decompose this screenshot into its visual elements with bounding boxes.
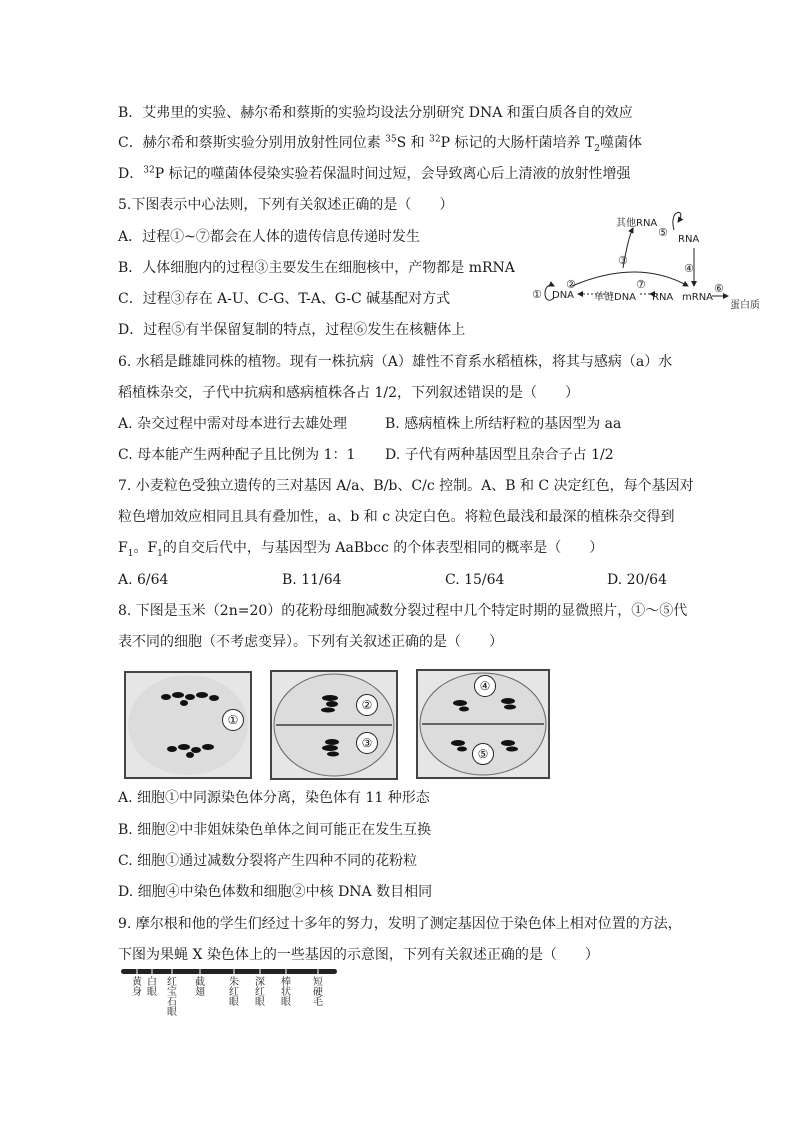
q5-option-b: B．人体细胞内的过程③主要发生在细胞核中，产物都是 mRNA (118, 260, 515, 276)
q5-option-d: D．过程⑤有半保留复制的特点，过程⑥发生在核糖体上 (118, 322, 466, 338)
q5-option-c: C．过程③存在 A-U、C-G、T-A、G-C 碱基配对方式 (118, 291, 451, 307)
q6-option-c: C. 母本能产生两种配子且比例为 1：1 (118, 447, 356, 463)
q6-option-d: D. 子代有两种基因型且杂合子占 1/2 (385, 447, 614, 463)
q8-option-a: A. 细胞①中同源染色体分离，染色体有 11 种形态 (118, 790, 430, 806)
cell-2-label: ② (356, 694, 378, 716)
q4-option-c: C．赫尔希和蔡斯实验分别用放射性同位素 $^{35}$S 和 $^{32}$P 标记的大肠杆菌培养 $T_2$噬菌体 (118, 134, 642, 154)
rna-label: RNA (678, 234, 700, 245)
q5-stem: 5.下图表示中心法则，下列有关叙述正确的是（ ） (118, 197, 454, 213)
micrograph-cells-2-3 (270, 670, 398, 780)
cell-1-label: ① (222, 709, 244, 731)
n6-label: ⑥ (714, 282, 724, 295)
central-dogma-diagram (528, 208, 764, 320)
q9-stem-1: 9. 摩尔根和他的学生们经过十多年的努力，发明了测定基因位于染色体上相对位置的方法， (118, 916, 682, 932)
q4-option-d: D．$^{32}$P 标记的噬菌体侵染实验若保温时间过短，会导致离心后上清液的放射性增强 (118, 165, 631, 182)
rna2-label: RNA (652, 292, 674, 303)
cell-5-label: ⑤ (472, 743, 494, 765)
gene-cut-wing: 截翅 (195, 977, 205, 998)
gene-vermilion-eye: 朱红眼 (229, 977, 239, 1008)
cell-3-label: ③ (356, 732, 378, 754)
n3-label: ③ (618, 254, 628, 267)
q7-option-c: C. 15/64 (445, 572, 505, 588)
gene-yellow-body: 黄身 (132, 977, 142, 998)
q7-stem-3: $F_1$。$F_1$的自交后代中，与基因型为 AaBbcc 的个体表型相同的概率是（ ） (118, 540, 604, 559)
x-chromosome-bar (120, 968, 340, 976)
ss-dna-label: 单链DNA (594, 292, 637, 303)
q7-option-a: A. 6/64 (118, 572, 169, 588)
q7-option-d: D. 20/64 (607, 572, 667, 588)
q6-stem-1: 6. 水稻是雌雄同株的植物。现有一株抗病（A）雄性不育系水稻植株，将其与感病（a）水 (118, 354, 673, 370)
q8-option-d: D. 细胞④中染色体数和细胞②中核 DNA 数目相同 (118, 884, 433, 900)
micrograph-cell-1 (124, 671, 252, 779)
q6-option-b: B. 感病植株上所结籽粒的基因型为 aa (385, 416, 622, 432)
cell-4-label: ④ (474, 675, 496, 697)
q8-stem-2: 表不同的细胞（不考虑变异）。下列有关叙述正确的是（ ） (118, 634, 503, 650)
gene-ruby-eye: 红宝石眼 (167, 977, 177, 1018)
q8-option-c: C. 细胞①通过减数分裂将产生四种不同的花粉粒 (118, 853, 418, 869)
other-rna-label: 其他RNA (616, 218, 658, 229)
q7-stem-1: 7. 小麦粒色受独立遗传的三对基因 A/a、B/b、C/c 控制。A、B 和 C 决定红色，每个基因对 (118, 478, 694, 494)
q6-option-a: A. 杂交过程中需对母本进行去雄处理 (118, 416, 348, 432)
n4-label: ④ (684, 262, 694, 275)
gene-bar-eye: 棒状眼 (281, 977, 291, 1008)
n2-label: ② (566, 278, 576, 291)
gene-carmine-eye: 深红眼 (255, 977, 265, 1008)
q5-option-a: A．过程①~⑦都会在人体的遗传信息传递时发生 (118, 229, 420, 245)
n7-label: ⑦ (636, 278, 646, 291)
mrna-label: mRNA (682, 292, 714, 303)
q8-option-b: B. 细胞②中非姐妹染色单体之间可能正在发生互换 (118, 822, 432, 838)
gene-short-bristle: 短硬毛 (313, 977, 323, 1008)
chromosomes-2-3 (272, 672, 396, 778)
q8-stem-1: 8. 下图是玉米（2n=20）的花粉母细胞减数分裂过程中几个特定时期的显微照片，①～⑤代 (118, 603, 688, 619)
q7-stem-2: 粒色增加效应相同且具有叠加性，a、b 和 c 决定白色。将粒色最浅和最深的植株杂交得到 (118, 509, 675, 525)
protein-label: 蛋白质 (730, 300, 760, 311)
n1-label: ① (532, 288, 542, 301)
q9-stem-2: 下图为果蝇 X 染色体上的一些基因的示意图，下列有关叙述正确的是（ ） (118, 947, 599, 963)
dna-label: DNA (552, 290, 575, 301)
micrograph-cells-4-5 (416, 669, 550, 779)
q6-stem-2: 稻植株杂交，子代中抗病和感病植株各占 1/2，下列叙述错误的是（ ） (118, 385, 579, 401)
gene-white-eye: 白眼 (147, 977, 157, 998)
n5-label: ⑤ (658, 226, 668, 239)
q4-option-b: B．艾弗里的实验、赫尔希和蔡斯的实验均设法分别研究 DNA 和蛋白质各自的效应 (118, 105, 633, 121)
q7-option-b: B. 11/64 (282, 572, 342, 588)
